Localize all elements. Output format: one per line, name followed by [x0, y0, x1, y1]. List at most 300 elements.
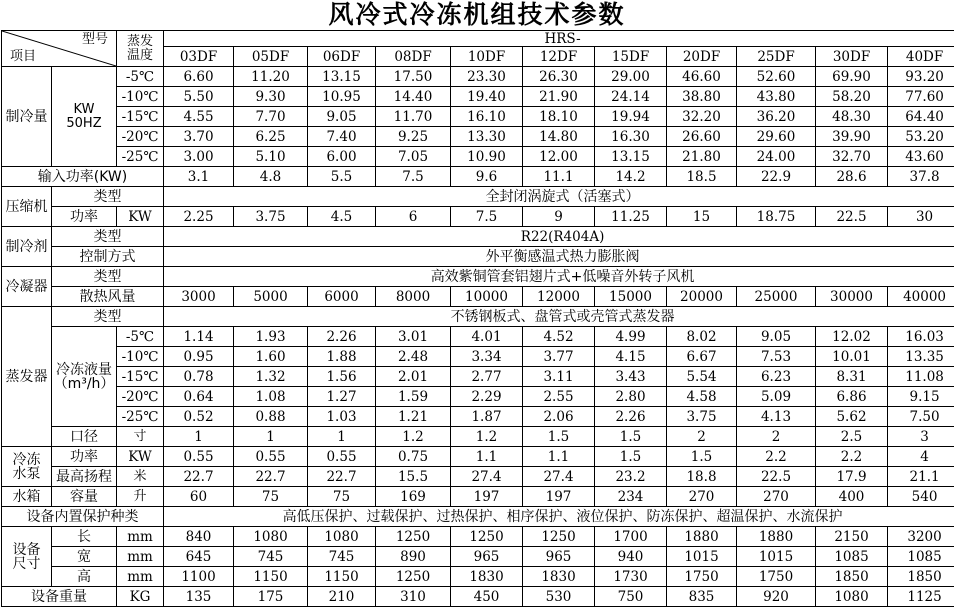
value-cell: 29.60	[737, 127, 816, 147]
unit-cell: KW	[117, 207, 164, 227]
value-cell: 540	[888, 487, 954, 507]
input-power-label: 输入功率(KW)	[2, 167, 164, 187]
value-cell: 27.4	[523, 467, 595, 487]
compressor-type-value: 全封闭涡旋式（活塞式）	[164, 187, 954, 207]
compressor-type-label: 类型	[52, 187, 164, 207]
value-cell: 1.5	[667, 447, 737, 467]
value-cell: 7.53	[737, 347, 816, 367]
evaporator-flow-row	[2, 327, 954, 347]
value-cell: 13.35	[888, 347, 954, 367]
value-cell: 11.25	[595, 207, 667, 227]
value-cell: 21.90	[523, 87, 595, 107]
value-cell: 3.77	[523, 347, 595, 367]
condenser-air-row	[2, 287, 954, 307]
dimension-row	[2, 567, 954, 587]
value-cell: 32.70	[816, 147, 888, 167]
model-header: 20DF	[667, 47, 737, 67]
value-cell: 77.60	[888, 87, 954, 107]
value-cell: 1.2	[451, 427, 523, 447]
value-cell: 5000	[234, 287, 308, 307]
value-cell: 16.30	[595, 127, 667, 147]
dimensions-label: 设备 尺寸	[2, 527, 52, 587]
value-cell: 1250	[376, 567, 451, 587]
value-cell: 2.06	[523, 407, 595, 427]
unit-cell: 升	[117, 487, 164, 507]
value-cell: 169	[376, 487, 451, 507]
dimension-row	[2, 527, 954, 547]
evaporator-flow-row	[2, 387, 954, 407]
value-cell: 0.95	[164, 347, 234, 367]
temp-cell: -25℃	[117, 407, 164, 427]
value-cell: 1750	[737, 567, 816, 587]
value-cell: 1085	[816, 547, 888, 567]
value-cell: 14.80	[523, 127, 595, 147]
refrigerant-label: 制冷剂	[2, 227, 52, 267]
value-cell: 1.60	[234, 347, 308, 367]
value-cell: 6.86	[816, 387, 888, 407]
value-cell: 1.5	[595, 447, 667, 467]
value-cell: 5.5	[308, 167, 376, 187]
value-cell: 745	[234, 547, 308, 567]
value-cell: 4.58	[667, 387, 737, 407]
value-cell: 21.1	[888, 467, 954, 487]
value-cell: 1250	[451, 527, 523, 547]
cooling-row	[2, 127, 954, 147]
value-cell: 0.64	[164, 387, 234, 407]
condenser-air-label: 散热风量	[52, 287, 164, 307]
value-cell: 2	[737, 427, 816, 447]
value-cell: 4.15	[595, 347, 667, 367]
refrigerant-type-value: R22(R404A)	[164, 227, 954, 247]
value-cell: 10.95	[308, 87, 376, 107]
value-cell: 48.30	[816, 107, 888, 127]
value-cell: 9	[523, 207, 595, 227]
pump-power-label: 功率	[52, 447, 117, 467]
value-cell: 1.32	[234, 367, 308, 387]
value-cell: 745	[308, 547, 376, 567]
value-cell: 1100	[164, 567, 234, 587]
header-series: HRS-	[164, 31, 954, 47]
value-cell: 43.80	[737, 87, 816, 107]
value-cell: 23.30	[451, 67, 523, 87]
temp-cell: -10℃	[117, 347, 164, 367]
value-cell: 1015	[737, 547, 816, 567]
value-cell: 6000	[308, 287, 376, 307]
value-cell: 13.30	[451, 127, 523, 147]
value-cell: 3.01	[376, 327, 451, 347]
value-cell: 2.2	[816, 447, 888, 467]
value-cell: 1080	[234, 527, 308, 547]
condenser-type-label: 类型	[52, 267, 164, 287]
value-cell: 9.05	[308, 107, 376, 127]
model-header: 40DF	[888, 47, 954, 67]
value-cell: 1125	[888, 587, 954, 607]
protection-label: 设备内置保护种类	[2, 507, 164, 527]
unit-cell: mm	[117, 527, 164, 547]
value-cell: 3.70	[164, 127, 234, 147]
value-cell: 0.55	[308, 447, 376, 467]
temp-cell: -5℃	[117, 327, 164, 347]
model-header: 05DF	[234, 47, 308, 67]
value-cell: 2.2	[737, 447, 816, 467]
value-cell: 1.2	[376, 427, 451, 447]
weight-label: 设备重量	[2, 587, 117, 607]
value-cell: 8.02	[667, 327, 737, 347]
value-cell: 197	[451, 487, 523, 507]
value-cell: 19.40	[451, 87, 523, 107]
value-cell: 2.48	[376, 347, 451, 367]
value-cell: 17.50	[376, 67, 451, 87]
value-cell: 30000	[816, 287, 888, 307]
value-cell: 920	[737, 587, 816, 607]
value-cell: 965	[451, 547, 523, 567]
value-cell: 18.10	[523, 107, 595, 127]
temp-cell: -10℃	[117, 87, 164, 107]
value-cell: 1.93	[234, 327, 308, 347]
header-row	[2, 31, 954, 47]
value-cell: 5.54	[667, 367, 737, 387]
value-cell: 43.60	[888, 147, 954, 167]
value-cell: 7.70	[234, 107, 308, 127]
value-cell: 2.25	[164, 207, 234, 227]
dimension-name: 长	[52, 527, 117, 547]
pump-head-label: 最高扬程	[52, 467, 117, 487]
value-cell: 1085	[888, 547, 954, 567]
temp-cell: -25℃	[117, 147, 164, 167]
temp-cell: -15℃	[117, 107, 164, 127]
temp-cell: -20℃	[117, 127, 164, 147]
model-header: 30DF	[816, 47, 888, 67]
unit-cell: mm	[117, 567, 164, 587]
value-cell: 8.31	[816, 367, 888, 387]
value-cell: 75	[234, 487, 308, 507]
value-cell: 28.6	[816, 167, 888, 187]
value-cell: 3.43	[595, 367, 667, 387]
value-cell: 4.8	[234, 167, 308, 187]
cooling-row	[2, 147, 954, 167]
value-cell: 965	[523, 547, 595, 567]
value-cell: 6.67	[667, 347, 737, 367]
value-cell: 22.7	[234, 467, 308, 487]
value-cell: 52.60	[737, 67, 816, 87]
value-cell: 6.00	[308, 147, 376, 167]
value-cell: 12000	[523, 287, 595, 307]
cooling-row	[2, 67, 954, 87]
value-cell: 6.25	[234, 127, 308, 147]
model-header: 06DF	[308, 47, 376, 67]
value-cell: 890	[376, 547, 451, 567]
model-header: 10DF	[451, 47, 523, 67]
model-header: 12DF	[523, 47, 595, 67]
value-cell: 1730	[595, 567, 667, 587]
temp-cell: -20℃	[117, 387, 164, 407]
value-cell: 5.10	[234, 147, 308, 167]
value-cell: 7.05	[376, 147, 451, 167]
value-cell: 1250	[376, 527, 451, 547]
value-cell: 19.94	[595, 107, 667, 127]
value-cell: 12.02	[816, 327, 888, 347]
value-cell: 3.75	[667, 407, 737, 427]
value-cell: 29.00	[595, 67, 667, 87]
evaporator-port-label: 口径	[52, 427, 117, 447]
value-cell: 4.99	[595, 327, 667, 347]
value-cell: 1880	[667, 527, 737, 547]
value-cell: 1.5	[595, 427, 667, 447]
value-cell: 2.26	[308, 327, 376, 347]
value-cell: 0.55	[234, 447, 308, 467]
value-cell: 30	[888, 207, 954, 227]
value-cell: 175	[234, 587, 308, 607]
value-cell: 5.09	[737, 387, 816, 407]
value-cell: 58.20	[816, 87, 888, 107]
value-cell: 1	[308, 427, 376, 447]
value-cell: 2.26	[595, 407, 667, 427]
protection-value: 高低压保护、过载保护、过热保护、相序保护、液位保护、防冻保护、超温保护、水流保护	[164, 507, 954, 527]
compressor-label: 压缩机	[2, 187, 52, 227]
cooling-row	[2, 107, 954, 127]
refrigerant-control-row	[2, 247, 954, 267]
value-cell: 11.1	[523, 167, 595, 187]
value-cell: 22.5	[737, 467, 816, 487]
value-cell: 1	[164, 427, 234, 447]
value-cell: 60	[164, 487, 234, 507]
header-evap-temp: 蒸发 温度	[117, 31, 164, 67]
unit-cell: 寸	[117, 427, 164, 447]
value-cell: 197	[523, 487, 595, 507]
value-cell: 0.75	[376, 447, 451, 467]
value-cell: 1	[234, 427, 308, 447]
value-cell: 1150	[308, 567, 376, 587]
condenser-type-row	[2, 267, 954, 287]
value-cell: 11.20	[234, 67, 308, 87]
value-cell: 27.4	[451, 467, 523, 487]
value-cell: 135	[164, 587, 234, 607]
value-cell: 1.14	[164, 327, 234, 347]
value-cell: 10.90	[451, 147, 523, 167]
refrigerant-control-label: 控制方式	[52, 247, 164, 267]
value-cell: 20000	[667, 287, 737, 307]
value-cell: 7.5	[451, 207, 523, 227]
value-cell: 1080	[308, 527, 376, 547]
value-cell: 1850	[816, 567, 888, 587]
value-cell: 840	[164, 527, 234, 547]
header-item-label: 项目	[10, 49, 37, 64]
header-model-label: 型号	[81, 32, 108, 47]
value-cell: 310	[376, 587, 451, 607]
value-cell: 3.11	[523, 367, 595, 387]
value-cell: 2.29	[451, 387, 523, 407]
value-cell: 1.1	[451, 447, 523, 467]
value-cell: 40000	[888, 287, 954, 307]
protection-row	[2, 507, 954, 527]
value-cell: 9.25	[376, 127, 451, 147]
value-cell: 15	[667, 207, 737, 227]
compressor-power-row	[2, 207, 954, 227]
value-cell: 12.00	[523, 147, 595, 167]
value-cell: 16.10	[451, 107, 523, 127]
model-header: 15DF	[595, 47, 667, 67]
value-cell: 21.80	[667, 147, 737, 167]
cooling-unit: KW 50HZ	[52, 67, 117, 167]
pump-head-row	[2, 467, 954, 487]
value-cell: 270	[737, 487, 816, 507]
value-cell: 64.40	[888, 107, 954, 127]
value-cell: 645	[164, 547, 234, 567]
value-cell: 6	[376, 207, 451, 227]
value-cell: 22.5	[816, 207, 888, 227]
value-cell: 1.08	[234, 387, 308, 407]
value-cell: 0.52	[164, 407, 234, 427]
model-header: 08DF	[376, 47, 451, 67]
value-cell: 0.55	[164, 447, 234, 467]
value-cell: 11.70	[376, 107, 451, 127]
evaporator-label: 蒸发器	[2, 307, 52, 447]
value-cell: 22.7	[164, 467, 234, 487]
value-cell: 3.00	[164, 147, 234, 167]
value-cell: 10000	[451, 287, 523, 307]
evaporator-port-row	[2, 427, 954, 447]
unit-cell: 米	[117, 467, 164, 487]
refrigerant-type-row	[2, 227, 954, 247]
tank-label: 水箱	[2, 487, 52, 507]
value-cell: 270	[667, 487, 737, 507]
value-cell: 13.15	[308, 67, 376, 87]
value-cell: 2	[667, 427, 737, 447]
cooling-row	[2, 87, 954, 107]
unit-cell: mm	[117, 547, 164, 567]
value-cell: 530	[523, 587, 595, 607]
value-cell: 39.90	[816, 127, 888, 147]
value-cell: 22.9	[737, 167, 816, 187]
temp-cell: -5℃	[117, 67, 164, 87]
input-power-row	[2, 167, 954, 187]
value-cell: 18.5	[667, 167, 737, 187]
value-cell: 7.5	[376, 167, 451, 187]
value-cell: 940	[595, 547, 667, 567]
value-cell: 2.55	[523, 387, 595, 407]
value-cell: 1880	[737, 527, 816, 547]
value-cell: 16.03	[888, 327, 954, 347]
model-header: 25DF	[737, 47, 816, 67]
value-cell: 4	[888, 447, 954, 467]
condenser-label: 冷凝器	[2, 267, 52, 307]
value-cell: 7.40	[308, 127, 376, 147]
value-cell: 1.21	[376, 407, 451, 427]
value-cell: 8000	[376, 287, 451, 307]
value-cell: 2.01	[376, 367, 451, 387]
value-cell: 234	[595, 487, 667, 507]
value-cell: 1080	[816, 587, 888, 607]
weight-row	[2, 587, 954, 607]
value-cell: 0.88	[234, 407, 308, 427]
value-cell: 93.20	[888, 67, 954, 87]
value-cell: 6.60	[164, 67, 234, 87]
value-cell: 3200	[888, 527, 954, 547]
value-cell: 69.90	[816, 67, 888, 87]
value-cell: 7.50	[888, 407, 954, 427]
evaporator-type-label: 类型	[52, 307, 164, 327]
value-cell: 17.9	[816, 467, 888, 487]
value-cell: 4.01	[451, 327, 523, 347]
value-cell: 400	[816, 487, 888, 507]
tank-row	[2, 487, 954, 507]
value-cell: 1.27	[308, 387, 376, 407]
pump-power-row	[2, 447, 954, 467]
value-cell: 3.75	[234, 207, 308, 227]
unit-cell: KG	[117, 587, 164, 607]
value-cell: 4.5	[308, 207, 376, 227]
evaporator-type-value: 不锈钢板式、盘管式或壳管式蒸发器	[164, 307, 954, 327]
value-cell: 1.5	[523, 427, 595, 447]
value-cell: 46.60	[667, 67, 737, 87]
compressor-type-row	[2, 187, 954, 207]
evaporator-type-row	[2, 307, 954, 327]
value-cell: 3	[888, 427, 954, 447]
value-cell: 2.5	[816, 427, 888, 447]
evaporator-flow-label: 冷冻液量 （m³/h）	[52, 327, 117, 427]
value-cell: 24.00	[737, 147, 816, 167]
cooling-label: 制冷量	[2, 67, 52, 167]
header-diagonal-cell	[2, 31, 117, 67]
value-cell: 450	[451, 587, 523, 607]
value-cell: 835	[667, 587, 737, 607]
value-cell: 13.15	[595, 147, 667, 167]
value-cell: 5.62	[816, 407, 888, 427]
value-cell: 1.88	[308, 347, 376, 367]
value-cell: 10.01	[816, 347, 888, 367]
value-cell: 75	[308, 487, 376, 507]
value-cell: 2.77	[451, 367, 523, 387]
dimension-name: 宽	[52, 547, 117, 567]
tank-cap-label: 容量	[52, 487, 117, 507]
evaporator-flow-row	[2, 347, 954, 367]
value-cell: 15.5	[376, 467, 451, 487]
evaporator-flow-row	[2, 367, 954, 387]
value-cell: 4.13	[737, 407, 816, 427]
value-cell: 9.05	[737, 327, 816, 347]
temp-cell: -15℃	[117, 367, 164, 387]
unit-cell: KW	[117, 447, 164, 467]
value-cell: 37.8	[888, 167, 954, 187]
value-cell: 18.8	[667, 467, 737, 487]
pump-label: 冷冻 水泵	[2, 447, 52, 487]
value-cell: 53.20	[888, 127, 954, 147]
value-cell: 15000	[595, 287, 667, 307]
value-cell: 38.80	[667, 87, 737, 107]
value-cell: 1750	[667, 567, 737, 587]
value-cell: 1700	[595, 527, 667, 547]
value-cell: 22.7	[308, 467, 376, 487]
refrigerant-type-label: 类型	[52, 227, 164, 247]
value-cell: 1.1	[523, 447, 595, 467]
value-cell: 1.03	[308, 407, 376, 427]
value-cell: 9.30	[234, 87, 308, 107]
dimension-row	[2, 547, 954, 567]
value-cell: 210	[308, 587, 376, 607]
value-cell: 9.6	[451, 167, 523, 187]
value-cell: 1.56	[308, 367, 376, 387]
value-cell: 23.2	[595, 467, 667, 487]
value-cell: 18.75	[737, 207, 816, 227]
compressor-power-label: 功率	[52, 207, 117, 227]
page-title: 风冷式冷冻机组技术参数	[328, 0, 626, 29]
value-cell: 25000	[737, 287, 816, 307]
value-cell: 2150	[816, 527, 888, 547]
value-cell: 3.1	[164, 167, 234, 187]
value-cell: 1250	[523, 527, 595, 547]
value-cell: 5.50	[164, 87, 234, 107]
spec-table	[1, 30, 954, 607]
